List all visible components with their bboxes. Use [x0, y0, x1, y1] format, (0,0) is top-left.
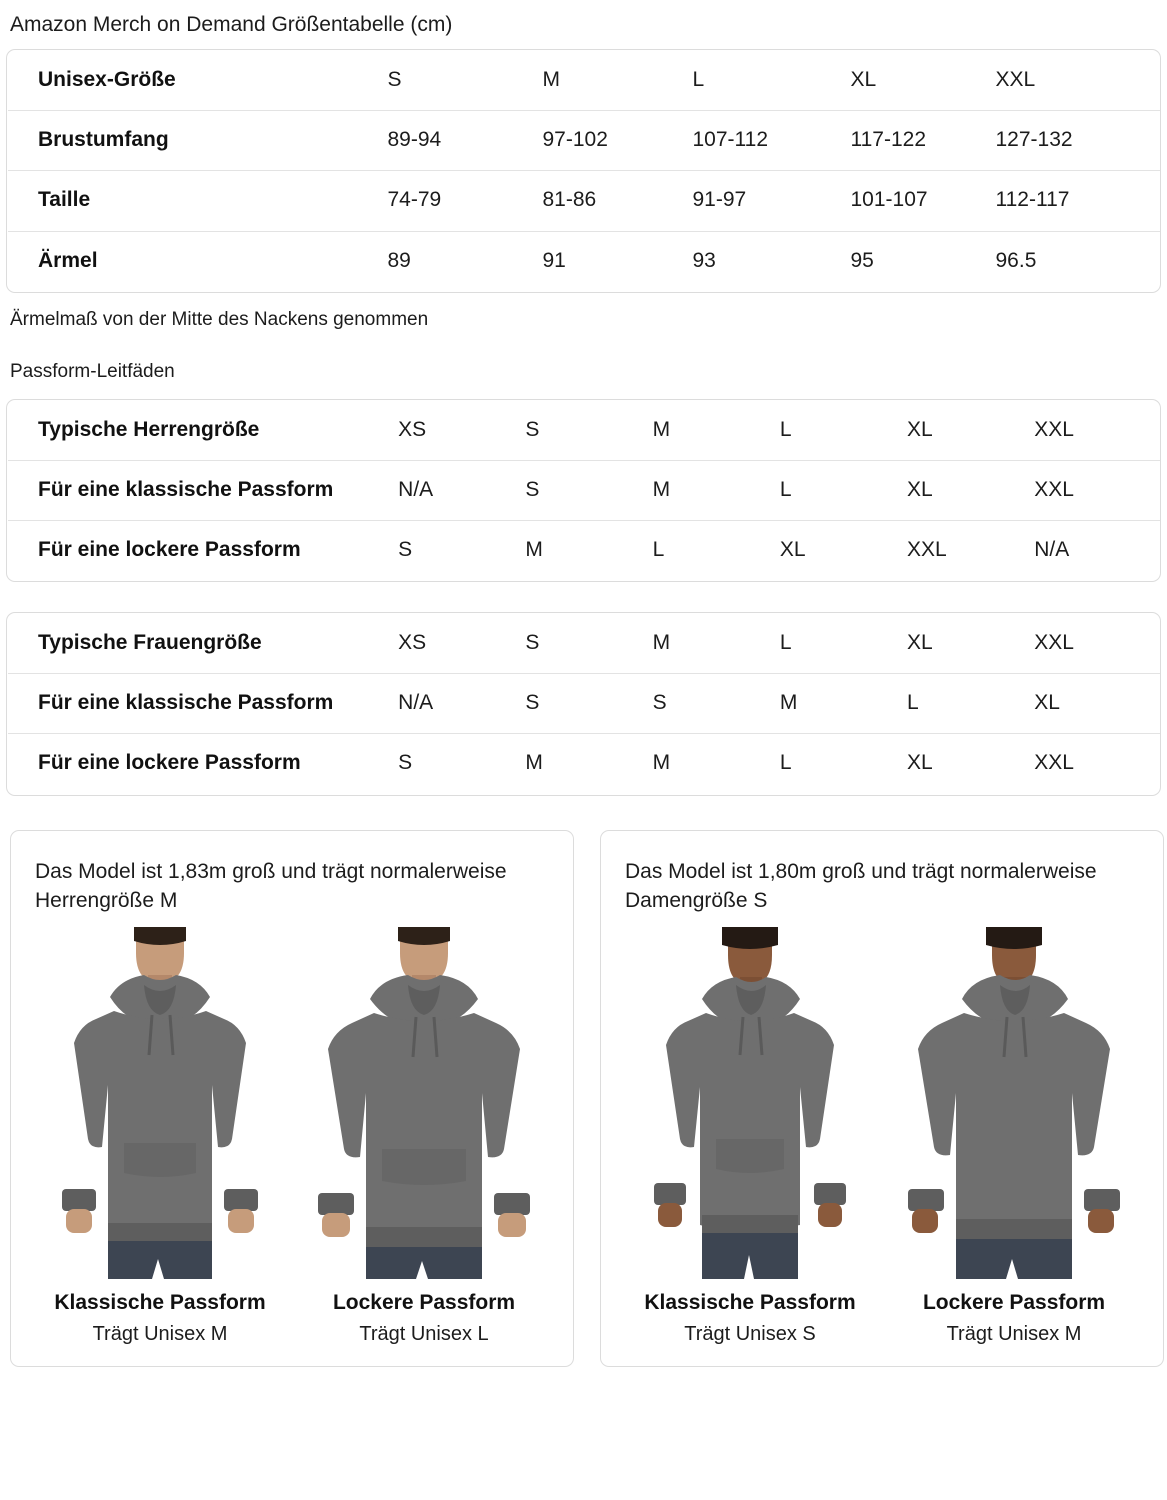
table-row — [8, 614, 1162, 674]
cell: S — [525, 674, 652, 734]
cell: XXL — [1034, 614, 1161, 674]
cell: S — [653, 674, 780, 734]
wears-label: Trägt Unisex M — [946, 1322, 1082, 1345]
cell: XL — [907, 400, 1034, 460]
cell: S — [525, 614, 652, 674]
row-label: Für eine klassische Passform — [8, 674, 399, 734]
cell: M — [525, 538, 543, 562]
cell: XXL — [1034, 400, 1161, 460]
cell: 112-117 — [996, 171, 1162, 231]
table-row — [8, 521, 1162, 581]
cell: L — [780, 400, 907, 460]
cell: S — [398, 751, 413, 775]
cell: 96.5 — [995, 248, 1037, 272]
row-label: Typische Herrengröße — [8, 400, 399, 460]
cell: 101-107 — [851, 171, 996, 231]
model-classic-fit-men — [35, 927, 285, 1346]
fit-label: Klassische Passform — [644, 1290, 856, 1314]
row-label: Typische Frauengröße — [8, 614, 399, 674]
row-label: Unisex-Größe — [8, 51, 388, 111]
mens-fit-table-container — [6, 399, 1161, 582]
fit-label: Lockere Passform — [922, 1290, 1106, 1314]
row-label: Für eine lockere Passform — [38, 538, 301, 562]
womens-fit-table — [7, 613, 1161, 794]
model-photo-classic-men — [35, 927, 285, 1279]
cell: 117-122 — [851, 111, 996, 171]
cell: L — [780, 460, 907, 520]
cell: XL — [907, 460, 1034, 520]
cell: M — [653, 614, 780, 674]
cell: XL — [907, 614, 1034, 674]
mens-model-card — [10, 830, 574, 1367]
cell: 127-132 — [996, 111, 1162, 171]
wears-label: Trägt Unisex M — [92, 1322, 228, 1345]
model-relaxed-fit-women — [889, 927, 1139, 1346]
sleeve-measurement-note: Ärmelmaß von der Mitte des Nackens genommen — [10, 308, 429, 330]
table-row — [8, 674, 1162, 734]
cell: XXL — [907, 538, 947, 562]
model-list — [35, 927, 549, 1346]
card-title: Das Model ist 1,83m groß und trägt normalerweise Herrengröße M — [35, 859, 507, 912]
row-label: Brustumfang — [8, 111, 388, 171]
cell: M — [653, 460, 780, 520]
cell: 93 — [692, 248, 716, 272]
cell: L — [907, 674, 1034, 734]
cell: S — [388, 51, 543, 111]
cell: 107-112 — [693, 111, 851, 171]
model-classic-fit-women — [625, 927, 875, 1346]
cell: L — [652, 538, 665, 562]
cell: M — [780, 674, 907, 734]
fit-label: Klassische Passform — [54, 1290, 266, 1314]
cell: XL — [851, 51, 996, 111]
page-title: Amazon Merch on Demand Größentabelle (cm) — [10, 13, 453, 36]
cell: M — [653, 400, 780, 460]
cell: 74-79 — [388, 171, 543, 231]
cell: XXL — [1034, 751, 1074, 775]
wears-label: Trägt Unisex S — [684, 1322, 816, 1345]
model-list — [625, 927, 1139, 1346]
cell: L — [779, 751, 792, 775]
row-label: Für eine klassische Passform — [8, 460, 399, 520]
cell: N/A — [398, 460, 525, 520]
table-row — [8, 111, 1162, 171]
fit-label: Lockere Passform — [332, 1290, 516, 1314]
table-row — [8, 171, 1162, 231]
cell: L — [693, 51, 851, 111]
table-row — [8, 231, 1162, 291]
cell: 97-102 — [543, 111, 693, 171]
cell: XS — [398, 400, 525, 460]
cell: N/A — [1034, 538, 1070, 562]
model-relaxed-fit-men — [299, 927, 549, 1346]
table-row — [8, 51, 1162, 111]
wears-label: Trägt Unisex L — [359, 1322, 489, 1345]
mens-fit-table — [7, 400, 1161, 581]
model-cards — [6, 826, 1161, 1377]
cell: XL — [907, 751, 933, 775]
cell: M — [543, 51, 693, 111]
cell: XS — [398, 614, 525, 674]
card-title: Das Model ist 1,80m groß und trägt normalerweise Damengröße S — [625, 859, 1097, 912]
row-label: Für eine lockere Passform — [38, 751, 301, 775]
cell: 89 — [387, 248, 411, 272]
table-row — [8, 460, 1162, 520]
cell: 95 — [850, 248, 874, 272]
womens-model-card — [600, 830, 1164, 1367]
table-row — [8, 400, 1162, 460]
measurement-table — [7, 50, 1161, 292]
cell: 89-94 — [388, 111, 543, 171]
cell: 81-86 — [543, 171, 693, 231]
cell: XL — [1034, 674, 1161, 734]
cell: M — [652, 751, 671, 775]
cell: S — [525, 460, 652, 520]
cell: XL — [779, 538, 806, 562]
cell: XXL — [1034, 460, 1161, 520]
cell: N/A — [398, 674, 525, 734]
cell: 91-97 — [693, 171, 851, 231]
row-label: Taille — [8, 171, 388, 231]
model-photo-relaxed-men — [299, 927, 549, 1279]
row-label: Ärmel — [38, 248, 98, 272]
cell: 91 — [542, 248, 566, 272]
fit-guides-label: Passform-Leitfäden — [10, 360, 175, 382]
cell: XXL — [996, 51, 1162, 111]
measurement-table-container — [6, 49, 1161, 293]
cell: M — [525, 751, 543, 775]
cell: S — [398, 538, 413, 562]
table-row — [8, 734, 1162, 794]
cell: S — [525, 400, 652, 460]
model-photo-relaxed-women — [889, 927, 1139, 1279]
model-photo-classic-women — [625, 927, 875, 1279]
cell: L — [780, 614, 907, 674]
womens-fit-table-container — [6, 612, 1161, 795]
